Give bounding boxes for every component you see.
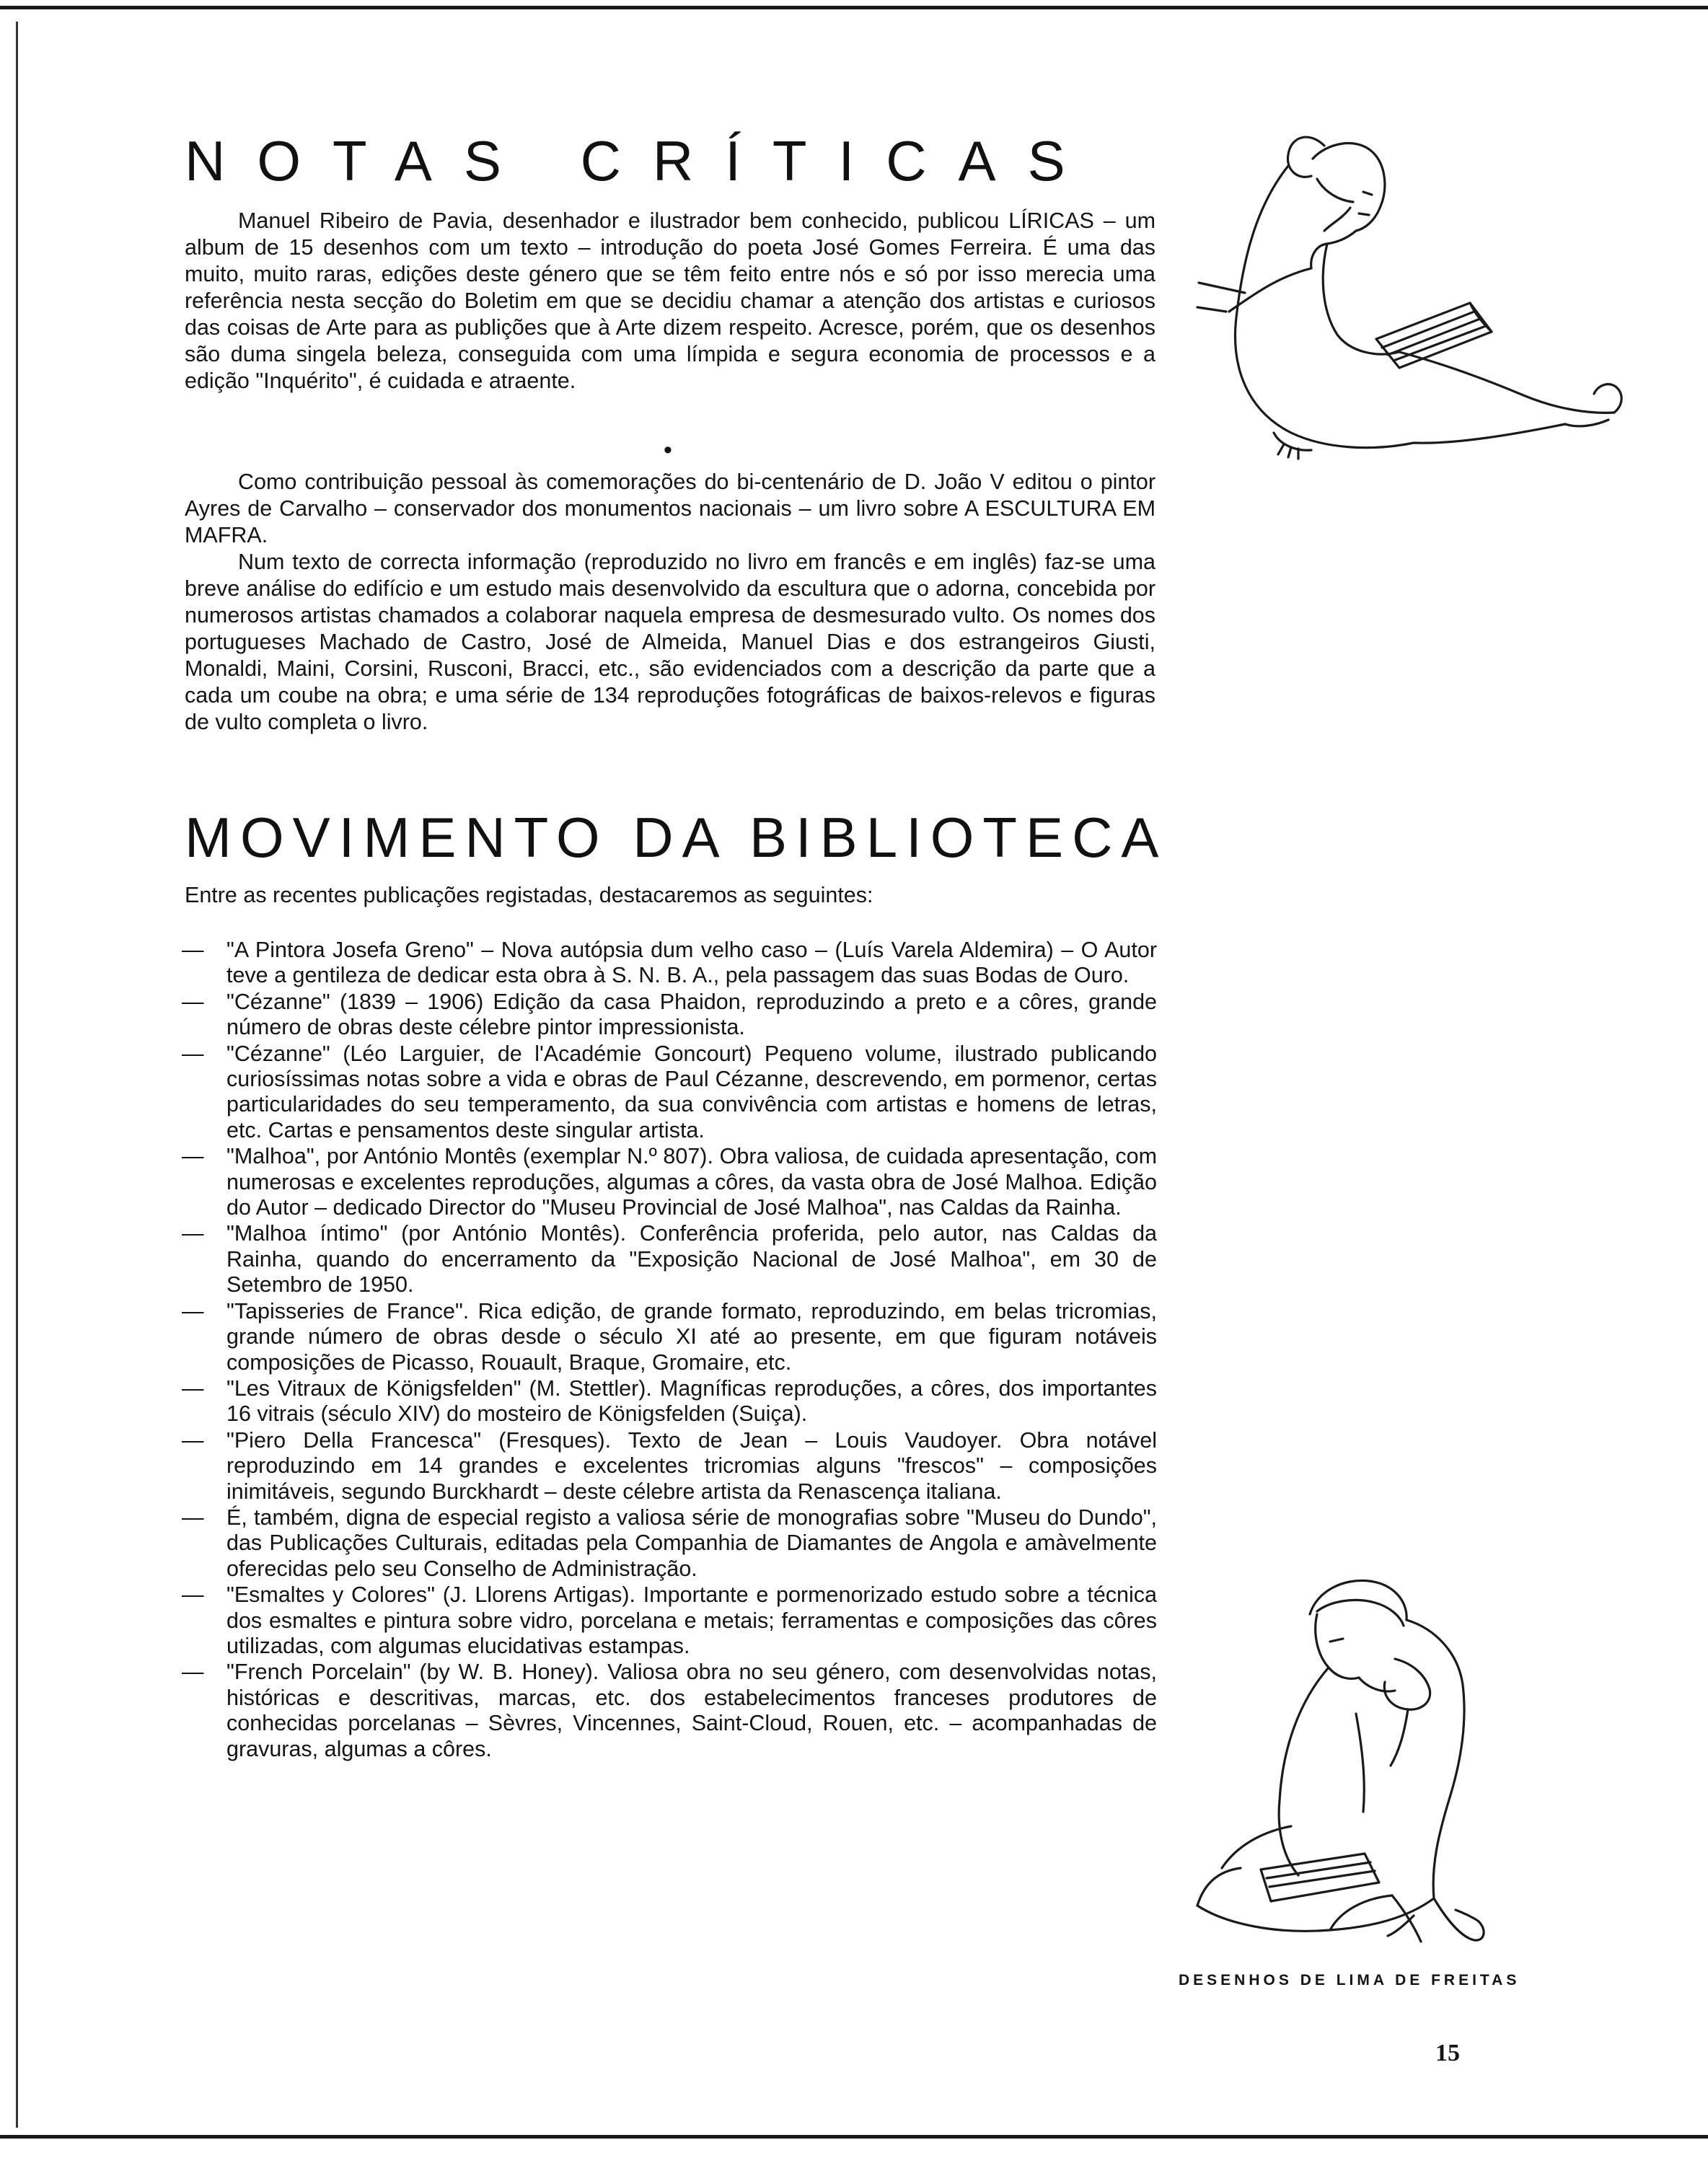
crouching-boy-drawing: [1176, 1572, 1529, 1976]
list-item: — "Cézanne" (Léo Larguier, de l'Académie Goncourt) Pequeno volume, ilustrado publicando curiosíssimas notas sobre a vida e obras de Paul Cézanne, descrevendo, em pormenor, certas particularidades do seu temperamento, da sua convivência com artistas e homens de letras, etc. Cartas e pensamentos deste singular artista.: [182, 1041, 1157, 1144]
notas-escultura-block: [185, 469, 1155, 736]
list-item: — "Esmaltes y Colores" (J. Llorens Artigas). Importante e pormenorizado estudo sobre a técnica dos esmaltes e pintura sobre vidro, porcelana e metais; ferramentas e composições das côres utilizadas, com algumas elucidativas estampas.: [182, 1582, 1157, 1659]
list-item: — "A Pintora Josefa Greno" – Nova autópsia dum velho caso – (Luís Varela Aldemira) – O Autor teve a gentileza de dedicar esta obra à S. N. B. A., pela passagem das suas Bodas de Ouro.: [182, 938, 1157, 989]
illustration-credit-caption: DESENHOS DE LIMA DE FREITAS: [1179, 1972, 1520, 1989]
left-margin-line: [16, 22, 18, 2128]
notas-paragraph-3: Num texto de correcta informação (reproduzido no livro em francês e em inglês) faz-se uma breve análise do edifício e um estudo mais desenvolvido da escultura que o adorna, concebida por numerosos artistas chamados a colaborar naquela empresa de desmesurado vulto. Os nomes dos portugueses Machado de Castro, José de Almeida, Manuel Dias e dos estrangeiros Giusti, Monaldi, Maini, Corsini, Rusconi, Bracci, etc., são evidenciados com a descrição da parte que a cada um coube na obra; e uma série de 134 reproduções fotográficas de baixos-relevos e figuras de vulto completa o livro.: [185, 550, 1155, 734]
list-item: — "Les Vitraux de Königsfelden" (M. Stettler). Magníficas reproduções, a côres, dos importantes 16 vitrais (século XIV) do mosteiro de Königsfelden (Suiça).: [182, 1376, 1157, 1427]
list-item: — "Cézanne" (1839 – 1906) Edição da casa Phaidon, reproduzindo a preto e a côres, grande número de obras deste célebre pintor impressionista.: [182, 990, 1157, 1041]
reading-woman-drawing: [1183, 123, 1645, 483]
movimento-biblioteca-title: MOVIMENTO DA BIBLIOTECA: [185, 806, 1168, 869]
list-item: — "Tapisseries de France". Rica edição, de grande formato, reproduzindo, em belas tricromias, grande número de obras desde o século XI até ao presente, em que figuram notáveis composições de Picasso, Rouault, Braque, Gromaire, etc.: [182, 1299, 1157, 1375]
bottom-rule: [0, 2135, 1708, 2139]
publications-list: [182, 938, 1157, 1763]
notas-ribeiro-paragraph-block: [185, 208, 1155, 395]
notas-criticas-title: NOTAS CRÍTICAS: [185, 129, 1097, 193]
page-number: 15: [1435, 2040, 1460, 2066]
list-item: — É, também, digna de especial registo a valiosa série de monografias sobre "Museu do Dundo", das Publicações Culturais, editadas pela Companhia de Diamantes de Angola e amàvelmente oferecidas pelo seu Conselho de Administração.: [182, 1505, 1157, 1582]
top-rule: [0, 6, 1708, 9]
list-item: — "Malhoa", por António Montês (exemplar N.º 807). Obra valiosa, de cuidada apresentação, com numerosas e excelentes reproduções, algumas a côres, da vasta obra de José Malhoa. Edição do Autor – dedicado Director do "Museu Provincial de José Malhoa", nas Caldas da Rainha.: [182, 1144, 1157, 1220]
movimento-intro: Entre as recentes publicações registadas, destacaremos as seguintes:: [185, 883, 873, 907]
list-item: — "Malhoa íntimo" (por António Montês). Conferência proferida, pelo autor, nas Caldas da Rainha, quando do encerramento da "Exposição Nacional de José Malhoa", em 30 de Setembro de 1950.: [182, 1221, 1157, 1298]
list-item: — "French Porcelain" (by W. B. Honey). Valiosa obra no seu género, com desenvolvidas notas, históricas e descritivas, marcas, etc. dos estabelecimentos franceses produtores de conhecidas porcelanas – Sèvres, Vincennes, Saint-Cloud, Rouen, etc. – acompanhadas de gravuras, algumas a côres.: [182, 1660, 1157, 1762]
section-separator-dot: •: [664, 436, 672, 464]
notas-paragraph-2: Como contribuição pessoal às comemorações do bi-centenário de D. João V editou o pintor Ayres de Carvalho – conservador dos monumentos nacionais – um livro sobre A ESCULTURA EM MAFRA.: [185, 470, 1155, 547]
notas-paragraph-1: Manuel Ribeiro de Pavia, desenhador e ilustrador bem conhecido, publicou LÍRICAS – um album de 15 desenhos com um texto – introdução do poeta José Gomes Ferreira. É uma das muito, muito raras, edições deste género que se têm feito entre nós e só por isso merecia uma referência nesta secção do Boletim em que se decidiu chamar a atenção dos artistas e curiosos das coisas de Arte para as publições que à Arte dizem respeito. Acresce, porém, que os desenhos são duma singela beleza, conseguida com uma límpida e segura economia de processos e a edição "Inquérito", é cuidada e atraente.: [185, 208, 1155, 393]
list-item: — "Piero Della Francesca" (Fresques). Texto de Jean – Louis Vaudoyer. Obra notável reproduzindo em 14 grandes e excelentes tricromias alguns "frescos" – composições inimitáveis, segundo Burckhardt – deste célebre artista da Renascença italiana.: [182, 1428, 1157, 1505]
